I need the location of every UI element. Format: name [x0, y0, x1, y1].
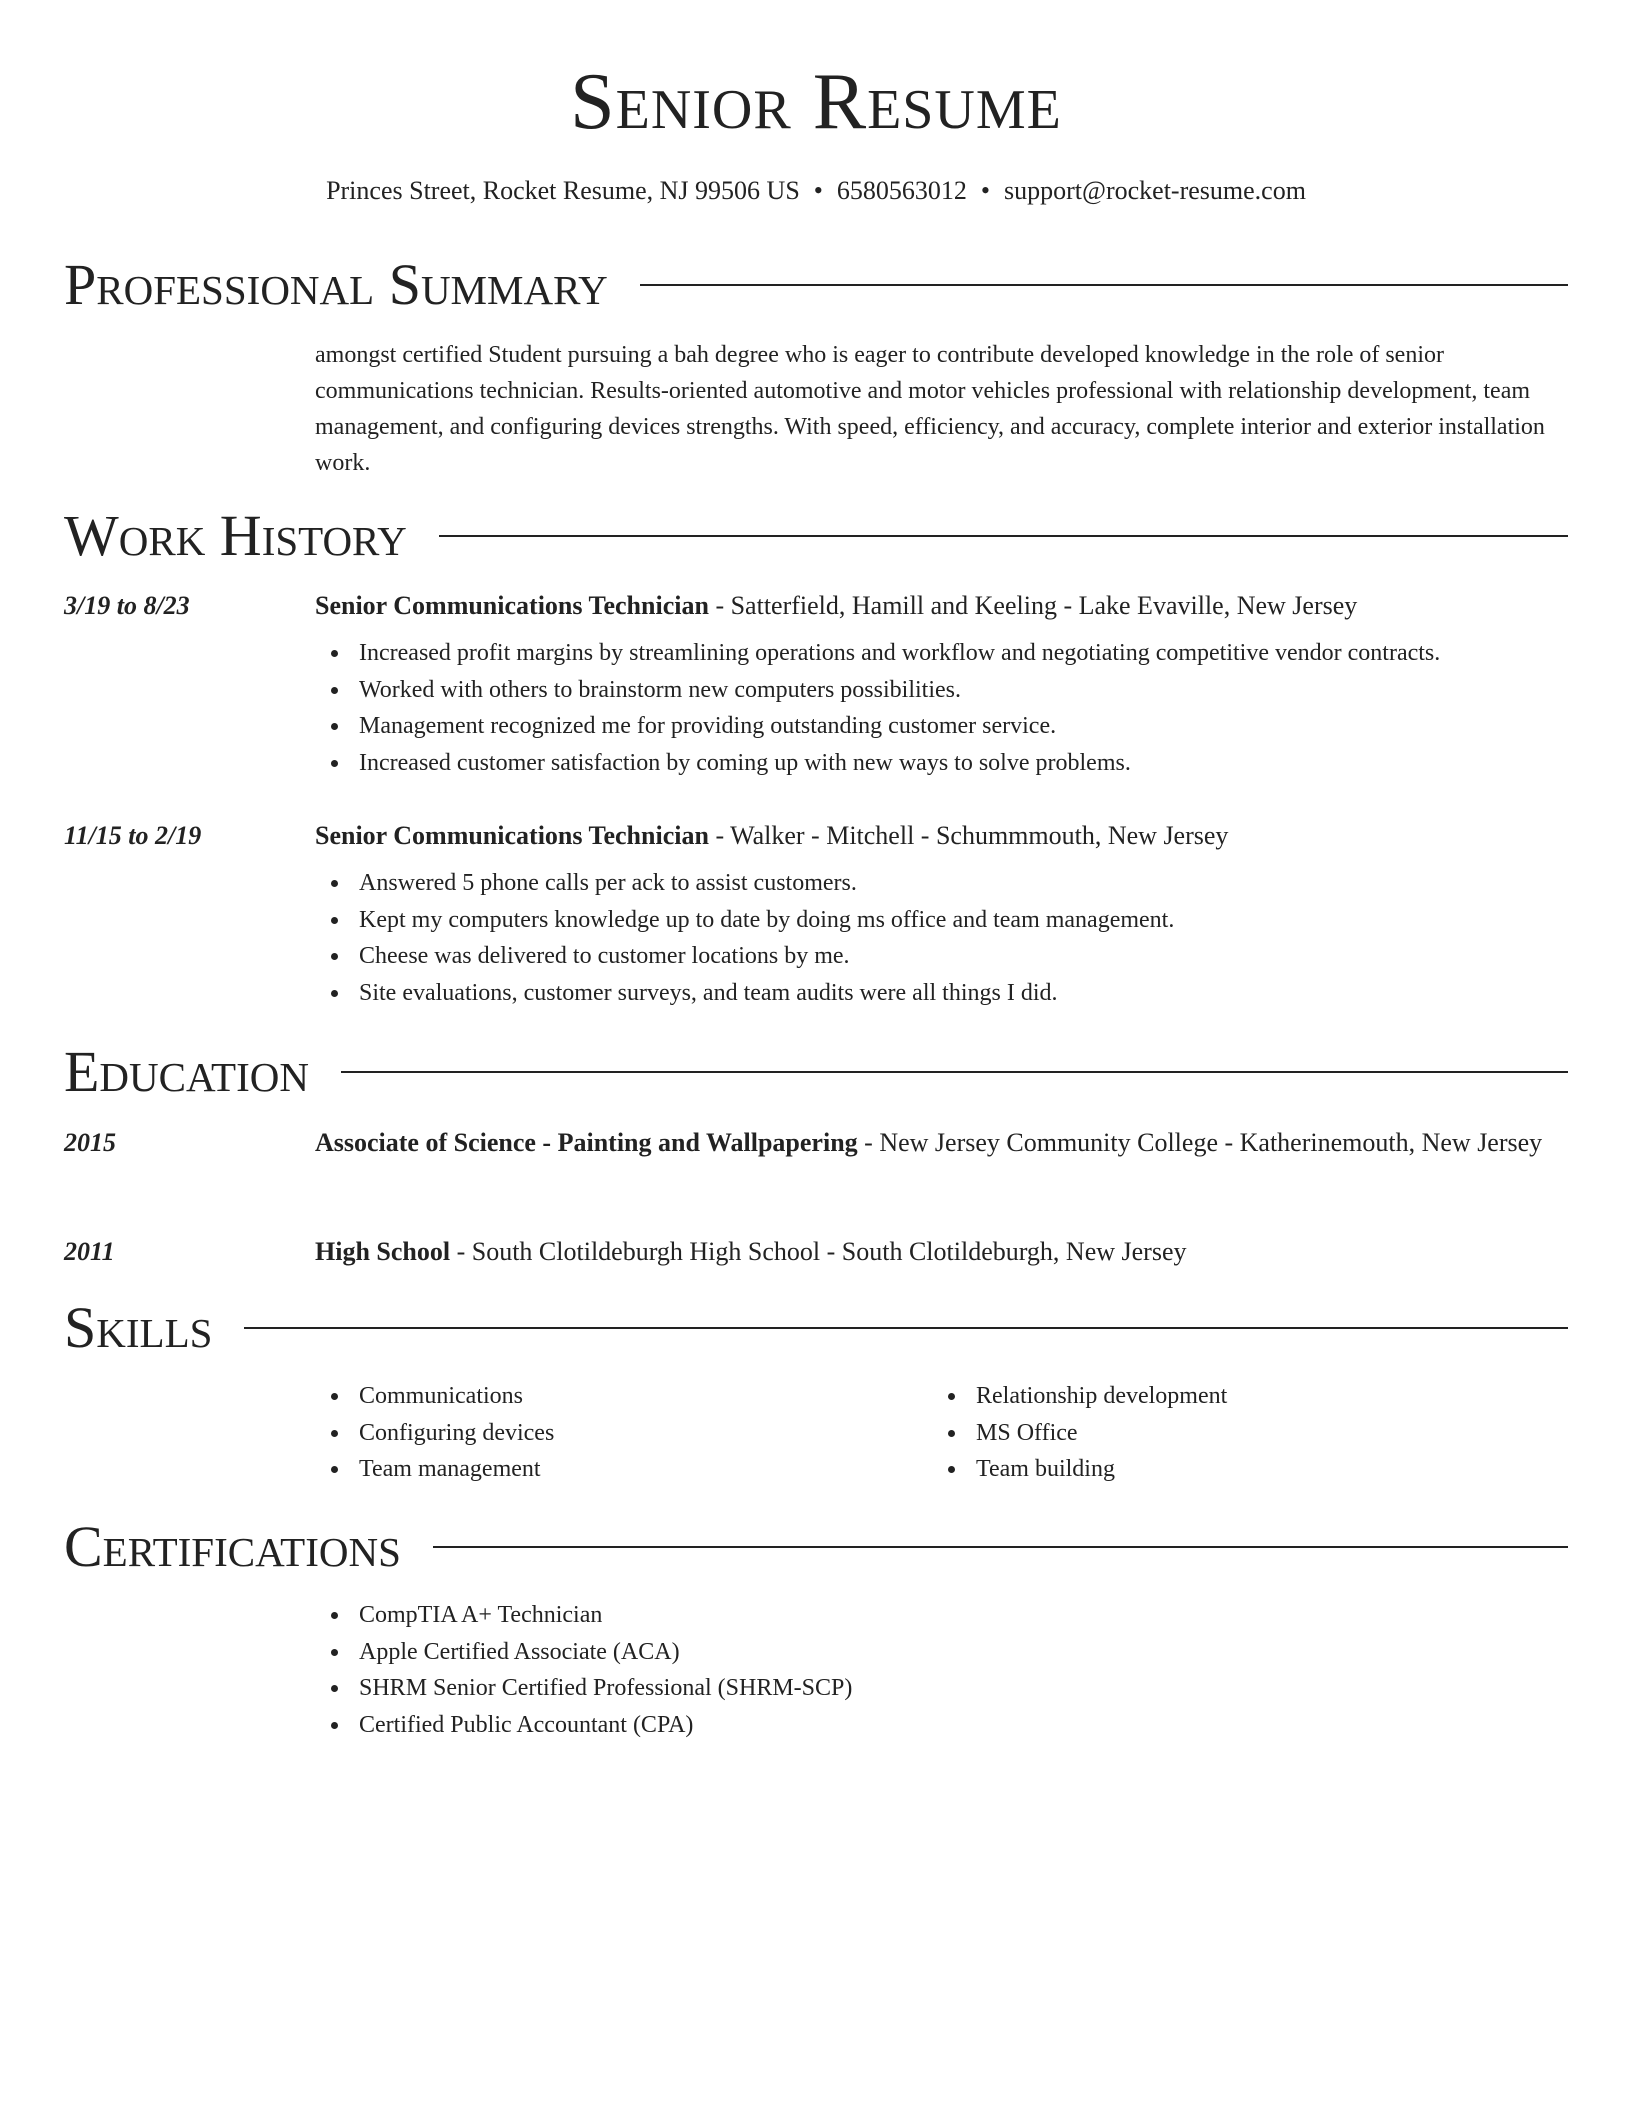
section-rule	[244, 1327, 1568, 1329]
education-degree: High School	[315, 1237, 451, 1266]
list-item: Cheese was delivered to customer locations by me.	[315, 938, 1568, 975]
list-item: Kept my computers knowledge up to date by doing ms office and team management.	[315, 902, 1568, 939]
skill-item: Communications	[315, 1378, 932, 1415]
skill-item: MS Office	[932, 1415, 1549, 1452]
job-title: Senior Communications Technician	[315, 591, 709, 620]
certification-item: Certified Public Accountant (CPA)	[315, 1707, 1568, 1744]
education-year: 2011	[64, 1237, 115, 1266]
skill-item: Configuring devices	[315, 1415, 932, 1452]
job-body	[315, 817, 1568, 1011]
section-rule	[433, 1546, 1568, 1548]
job-body	[315, 587, 1568, 781]
phone: 6580563012	[836, 176, 967, 205]
skills-list-left	[315, 1378, 932, 1488]
skills-list-right	[932, 1378, 1549, 1488]
certification-item: CompTIA A+ Technician	[315, 1597, 1568, 1634]
skill-item: Team building	[932, 1451, 1549, 1488]
certifications-list-wrap	[315, 1597, 1568, 1743]
section-title: Professional Summary	[64, 252, 608, 317]
education-school: - New Jersey Community College - Katherinemouth, New Jersey	[857, 1128, 1543, 1157]
skills-columns	[315, 1378, 1568, 1488]
list-item: Management recognized me for providing outstanding customer service.	[315, 708, 1568, 745]
certifications-list	[315, 1597, 1568, 1743]
education-body	[315, 1233, 1568, 1271]
section-title: Certifications	[64, 1514, 401, 1579]
list-item: Increased profit margins by streamlining operations and workflow and negotiating competitive vendor contracts.	[315, 635, 1568, 672]
section-header-certifications	[64, 1512, 1568, 1582]
section-rule	[341, 1071, 1568, 1073]
email[interactable]: support@rocket-resume.com	[1004, 176, 1306, 205]
list-item: Worked with others to brainstorm new computers possibilities.	[315, 672, 1568, 709]
job-dates: 11/15 to 2/19	[64, 821, 202, 850]
summary-text: amongst certified Student pursuing a bah degree who is eager to contribute developed knowledge in the role of senior communications technician. Results-oriented automotive and motor vehicles professional with relationship development, team management, and configuring devices strengths. With speed, efficiency, and accuracy, complete interior and exterior installation work.	[315, 342, 1545, 476]
list-item: Increased customer satisfaction by coming up with new ways to solve problems.	[315, 745, 1568, 782]
job-title: Senior Communications Technician	[315, 821, 709, 850]
address: Princes Street, Rocket Resume, NJ 99506 US	[326, 176, 800, 205]
list-item: Answered 5 phone calls per ack to assist customers.	[315, 865, 1568, 902]
skill-item: Relationship development	[932, 1378, 1549, 1415]
job-bullets	[315, 635, 1568, 781]
separator-dot: •	[813, 176, 823, 205]
section-title: Work History	[64, 503, 407, 568]
education-entry	[64, 1124, 1568, 1162]
skill-item: Team management	[315, 1451, 932, 1488]
job-bullets	[315, 865, 1568, 1011]
certification-item: SHRM Senior Certified Professional (SHRM-SCP)	[315, 1670, 1568, 1707]
section-rule	[640, 284, 1568, 286]
education-body	[315, 1124, 1568, 1162]
job-employer: - Satterfield, Hamill and Keeling - Lake Evaville, New Jersey	[708, 591, 1358, 620]
job-heading	[315, 817, 1568, 855]
section-header-education	[64, 1037, 1568, 1107]
section-title: Education	[64, 1039, 309, 1104]
section-header-summary	[64, 250, 1568, 320]
section-rule	[439, 535, 1568, 537]
job-heading	[315, 587, 1568, 625]
education-year: 2015	[64, 1128, 116, 1157]
section-header-work-history	[64, 501, 1568, 571]
resume-name: Senior Resume	[570, 58, 1062, 146]
job-entry	[64, 587, 1568, 781]
job-employer: - Walker - Mitchell - Schummmouth, New Jersey	[708, 821, 1229, 850]
education-degree: Associate of Science - Painting and Wallpapering	[315, 1128, 858, 1157]
job-entry	[64, 817, 1568, 1011]
separator-dot: •	[980, 176, 991, 205]
list-item: Site evaluations, customer surveys, and team audits were all things I did.	[315, 975, 1568, 1012]
education-entry	[64, 1233, 1568, 1271]
certification-item: Apple Certified Associate (ACA)	[315, 1634, 1568, 1671]
section-title: Skills	[64, 1295, 213, 1360]
job-dates: 3/19 to 8/23	[64, 591, 190, 620]
contact-line	[0, 174, 1632, 208]
education-school: - South Clotildeburgh High School - South Clotildeburgh, New Jersey	[450, 1237, 1187, 1266]
section-header-skills	[64, 1293, 1568, 1363]
